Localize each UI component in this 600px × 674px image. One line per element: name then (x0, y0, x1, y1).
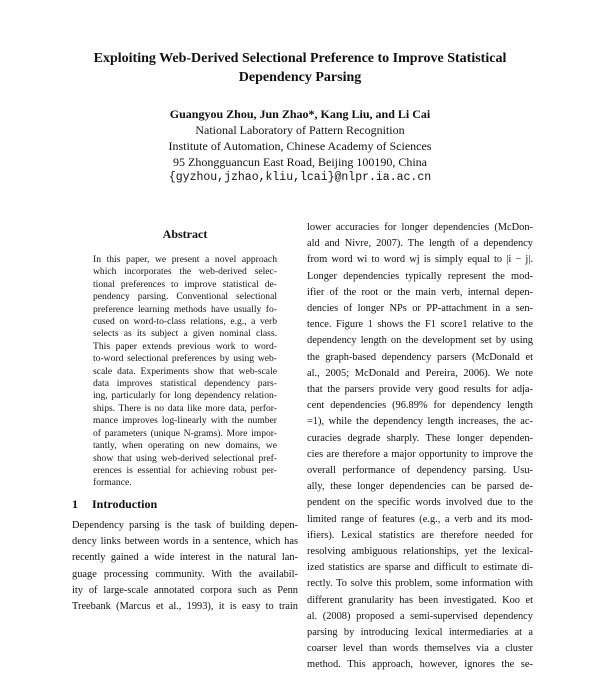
text-line: rectly. To solve this problem, some information with (307, 578, 533, 590)
text-line: ifiers). Lexical statistics are therefore needed for (307, 529, 533, 541)
text-line: dencies of longer NPs or PP-attachment in a sen- (307, 303, 533, 315)
author-names: Guangyou Zhou, Jun Zhao*, Kang Liu, and Li Cai (169, 107, 431, 121)
text-line: show that using web-derived selectional pref- (93, 452, 277, 464)
affiliation-line: Institute of Automation, Chinese Academy of Sciences (168, 139, 432, 153)
author-email: {gyzhou,jzhao,kliu,lcai}@nlpr.ia.ac.cn (168, 171, 432, 184)
right-column-text (307, 220, 533, 674)
text-line: tional preferences to improve statistical de- (93, 278, 277, 290)
text-line: ity of large-scale annotated corpora such as Penn (72, 584, 298, 596)
text-line: method. This approach, however, ignores the se- (307, 659, 533, 671)
text-line: ships. There is no data like more data, perfor- (93, 402, 277, 414)
text-line: ally, these longer dependencies can be parsed de- (307, 481, 533, 493)
text-line: Longer dependencies typically represent the mod- (307, 270, 533, 282)
text-line: selects as its subject a given nominal class. (93, 328, 277, 340)
text-line: cent dependencies (96.89% for dependency length (307, 400, 533, 412)
text-line: tence. Figure 1 shows the F1 score1 relative to the (307, 319, 533, 331)
text-line: coarser level than words themselves via a cluster (307, 643, 533, 655)
text-line: al. (2008) proposed a semi-supervised dependency (307, 610, 533, 622)
text-line: =1), while the dependency length increases, the ac- (307, 416, 533, 428)
abstract-heading: Abstract (162, 227, 208, 241)
text-line: different granularity has been investigated. Koo et (307, 594, 533, 606)
text-line: This paper extends previous work to word- (93, 340, 277, 352)
text-line: scale data. Experiments show that web-scale (93, 365, 277, 377)
text-line: overall performance of dependency parsing. Usu- (307, 465, 533, 477)
section-title: Introduction (92, 497, 158, 511)
text-line: dency links between words in a sentence, which has (72, 536, 298, 548)
title-line: Dependency Parsing (238, 70, 362, 85)
affiliation-line: 95 Zhongguancun East Road, Beijing 100190, China (173, 155, 427, 169)
text-line: parsing by introducing lexical intermediaries at a (307, 627, 533, 639)
text-line: guage processing community. With the availabil- (72, 568, 298, 580)
text-line: data improves statistical dependency pars- (93, 378, 277, 390)
text-line: dependency length on the development set by using (307, 335, 533, 347)
text-line: to-word selectional preferences by using web- (93, 353, 277, 365)
text-line: recently gained a wide interest in the natural lan- (72, 552, 298, 564)
text-line: pendency parsing. Conventional selectional (93, 291, 277, 303)
text-line: ized statistics are sparse and difficult to estimate di- (307, 562, 533, 574)
section-heading-introduction (72, 496, 157, 512)
text-line: the graph-based dependency parsers (McDonald et (307, 351, 533, 363)
text-line: from word wi to word wj is simply equal to |i − j|. (307, 254, 533, 266)
text-line: that the parsers provide very good results for adja- (307, 384, 533, 396)
text-line: lower accuracies for longer dependencies (McDon- (307, 222, 533, 233)
author-block (40, 106, 560, 186)
text-line: pendent on the specific words involved due to the (307, 497, 533, 509)
text-line: In this paper, we present a novel approach (93, 254, 277, 265)
text-line: tantly, when operating on new domains, we (93, 440, 277, 452)
paper-title (40, 49, 560, 87)
text-line: erences is essential for achieving robust per- (93, 464, 277, 476)
text-line: Dependency parsing is the task of building depen- (72, 520, 298, 531)
text-line: which incorporates the web-derived selec- (93, 266, 277, 278)
title-line: Exploiting Web-Derived Selectional Preference to Improve Statistical (93, 51, 507, 66)
text-line: limited range of features (e.g., a verb and its mod- (307, 513, 533, 525)
text-line: ald and Nivre, 2007). The length of a dependency (307, 238, 533, 250)
abstract-body (72, 254, 298, 490)
text-line: cies are therefore a major opportunity to improve the (307, 448, 533, 460)
text-line: resolving ambiguous relationships, yet the lexical- (307, 546, 533, 558)
text-line: preference learning methods have usually fo- (93, 303, 277, 315)
text-line: Treebank (Marcus et al., 1993), it is easy to train (72, 601, 298, 613)
text-line: ifier of the root or the main verb, internal depen- (307, 286, 533, 298)
text-line: cused on word-to-class relations, e.g., a verb (93, 316, 277, 328)
text-line: ing, particularly for long dependency relation- (93, 390, 277, 402)
text-line: al., 2005; McDonald and Pereira, 2006). We note (307, 367, 533, 379)
text-line: mance improves log-linearly with the number (93, 415, 277, 427)
introduction-text (72, 518, 298, 615)
section-number: 1 (72, 497, 78, 511)
text-line: of parameters (unique N-grams). More impor- (93, 427, 277, 439)
left-column (72, 226, 298, 490)
text-line: formance. (93, 477, 132, 489)
affiliation-line: National Laboratory of Pattern Recognition (195, 123, 405, 137)
text-line: curacies degrade sharply. These longer dependen- (307, 432, 533, 444)
